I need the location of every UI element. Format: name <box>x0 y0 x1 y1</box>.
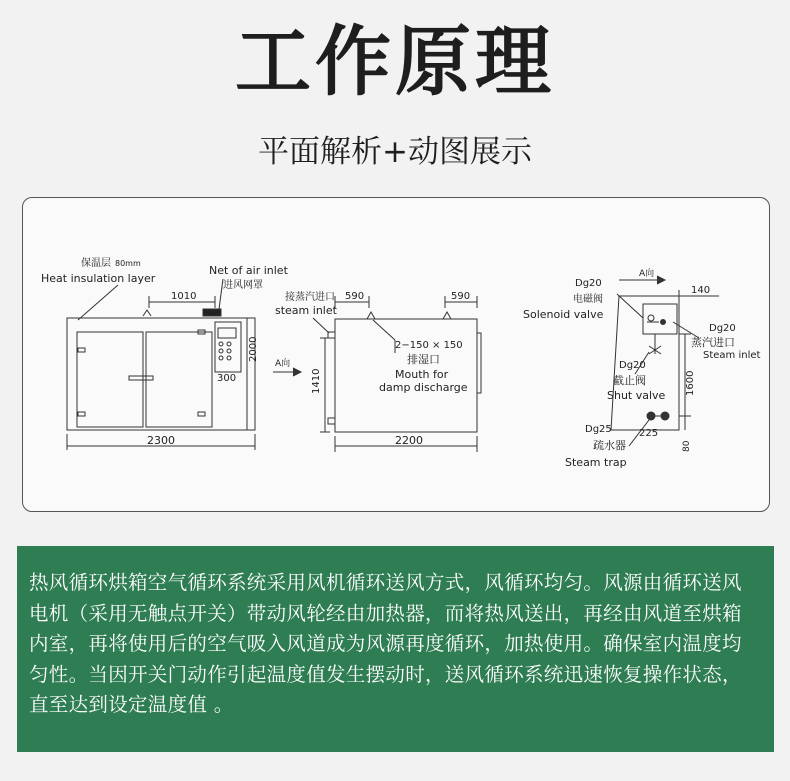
shut-valve-dg20: Dg20 <box>619 360 646 371</box>
dim-2200: 2200 <box>395 434 423 447</box>
front-view <box>67 279 255 450</box>
dim-1600: 1600 <box>685 370 696 396</box>
damp-discharge-en-1: Mouth for <box>395 368 449 381</box>
steam-inlet-en: Steam inlet <box>703 350 761 361</box>
piping-direction-a: A向 <box>639 269 655 279</box>
dim-300: 300 <box>217 373 237 384</box>
dim-590-left: 590 <box>345 291 365 302</box>
shut-valve-en: Shut valve <box>607 389 666 402</box>
air-inlet-net <box>203 309 221 316</box>
side-steam-inlet-cn: 接蒸汽进口 <box>285 292 335 303</box>
steam-inlet-dg20: Dg20 <box>709 323 736 334</box>
page-title: 工作原理 <box>235 17 555 106</box>
insulation-size: 80mm <box>115 259 141 268</box>
insulation-label-cn: 保温层 <box>81 258 111 269</box>
description-text: 热风循环烘箱空气循环系统采用风机循环送风方式，风循环均匀。风源由循环送风电机（采用无触点开关）带动风轮经由加热器，而将热风送出，再经由风道至烘箱内室，再将使用后的空气吸入风道成为风源再度循环，加热使用。确保室内温度均匀性。当因开关门动作引起温度值发生摆动时，送风循环系统迅速恢复操作状态，直至达到设定温度值 。 <box>29 571 742 716</box>
air-inlet-label-en: Net of air inlet <box>209 264 288 277</box>
control-panel <box>215 322 241 372</box>
page-subtitle: 平面解析+动图展示 <box>258 134 532 170</box>
steam-trap-en: Steam trap <box>565 456 627 469</box>
dim-2300: 2300 <box>147 434 175 447</box>
insulation-label-en: Heat insulation layer <box>41 272 156 285</box>
damp-discharge-en-2: damp discharge <box>379 381 468 394</box>
dim-80: 80 <box>682 440 692 452</box>
description-box <box>17 546 774 752</box>
vent-size: 2−150 × 150 <box>395 340 463 351</box>
side-direction-a: A向 <box>275 359 291 369</box>
steam-trap-dg25: Dg25 <box>585 424 612 435</box>
damp-discharge-cn: 排湿口 <box>407 353 440 366</box>
air-inlet-label-cn: 进风网罩 <box>223 280 263 291</box>
side-steam-inlet-en: steam inlet <box>275 304 337 317</box>
solenoid-cn: 电磁阀 <box>573 294 603 305</box>
dim-1410: 1410 <box>311 368 322 394</box>
dim-225: 225 <box>639 428 659 439</box>
steam-trap-cn: 疏水器 <box>593 439 626 452</box>
diagram-panel <box>22 197 770 512</box>
dim-590-right: 590 <box>451 291 471 302</box>
solenoid-en: Solenoid valve <box>523 308 604 321</box>
side-view <box>273 296 481 452</box>
dim-1010: 1010 <box>171 291 197 302</box>
right-door <box>146 332 212 427</box>
dim-2000: 2000 <box>248 336 259 362</box>
solenoid-dg20: Dg20 <box>575 278 602 289</box>
dim-140: 140 <box>691 285 711 296</box>
steam-inlet-cn: 蒸汽进口 <box>691 336 735 349</box>
shut-valve-cn: 截止阀 <box>613 374 646 387</box>
working-principle-drawing <box>23 198 769 511</box>
